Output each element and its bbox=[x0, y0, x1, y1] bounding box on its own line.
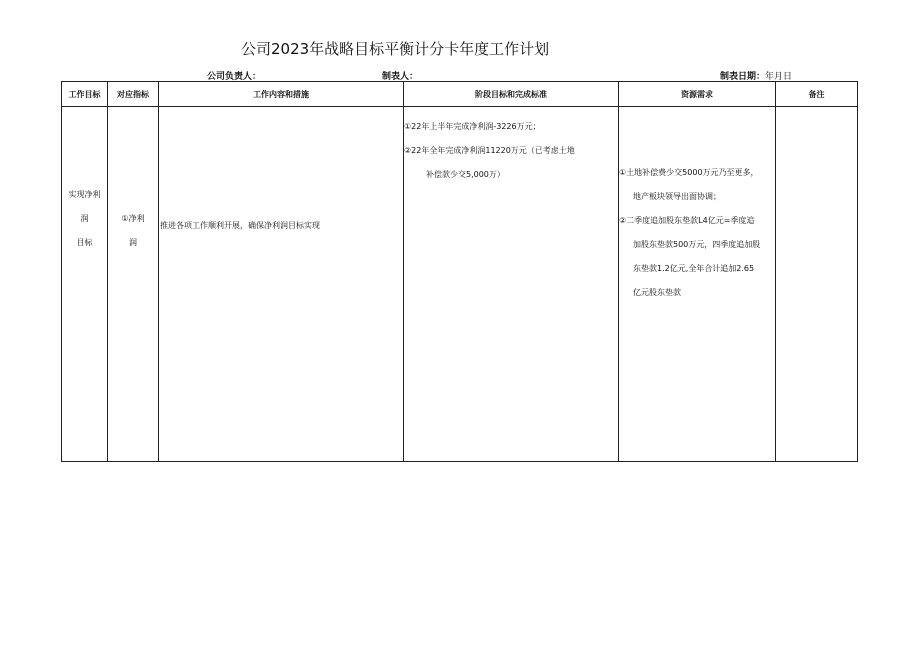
resource-line: 亿元股东垫款 bbox=[633, 288, 681, 297]
resource-line: ②二季度追加股东垫款L4亿元=季度追 bbox=[619, 216, 755, 225]
header-resource: 资源需求 bbox=[619, 82, 776, 107]
resource-line: ①土地补偿费少交5000万元乃至更多， bbox=[619, 168, 759, 177]
cell-work-goal bbox=[62, 107, 108, 462]
cell-remark bbox=[776, 107, 858, 462]
document-title: 公司2023年战略目标平衡计分卡年度工作计划 bbox=[241, 40, 550, 58]
preparer-label: 制表人： bbox=[382, 72, 419, 82]
indicator-line: 润 bbox=[129, 238, 137, 247]
resource-line: 东垫款1.2亿元,全年合计追加2.65 bbox=[633, 264, 755, 273]
header-work-goal: 工作目标 bbox=[62, 82, 108, 107]
resource-line: 地产板块领导出面协调； bbox=[633, 192, 721, 201]
table-row bbox=[62, 107, 858, 462]
stage-line: 补偿款少交5,000万） bbox=[426, 170, 505, 179]
cell-stage-goal bbox=[404, 107, 619, 462]
company-head-label: 公司负责人： bbox=[207, 72, 262, 82]
stage-line: ①22年上半年完成净利润-3226万元； bbox=[404, 122, 541, 131]
indicator-line: ①净利 bbox=[121, 214, 145, 223]
plan-table bbox=[61, 81, 858, 462]
goal-line: 目标 bbox=[76, 238, 93, 247]
stage-line: ②22年全年完成净利润11220万元（已考虑土地 bbox=[404, 146, 575, 155]
cell-work-content bbox=[159, 107, 404, 462]
cell-indicator bbox=[108, 107, 159, 462]
date-label: 制表日期： bbox=[720, 72, 766, 82]
table-header-row bbox=[62, 82, 858, 107]
header-remark: 备注 bbox=[776, 82, 858, 107]
header-indicator: 对应指标 bbox=[108, 82, 159, 107]
date-value: 年月日 bbox=[765, 72, 793, 82]
resource-line: 加股东垫款500万元，四季度追加股 bbox=[633, 240, 761, 249]
cell-resource bbox=[619, 107, 776, 462]
measure-text: 推进各项工作顺利开展，确保净利润目标实现 bbox=[160, 221, 320, 230]
goal-line: 润 bbox=[80, 214, 89, 223]
header-stage-goal: 阶段目标和完成标准 bbox=[404, 82, 619, 107]
goal-line: 实现净利 bbox=[68, 190, 101, 199]
header-work-content: 工作内容和措施 bbox=[159, 82, 404, 107]
